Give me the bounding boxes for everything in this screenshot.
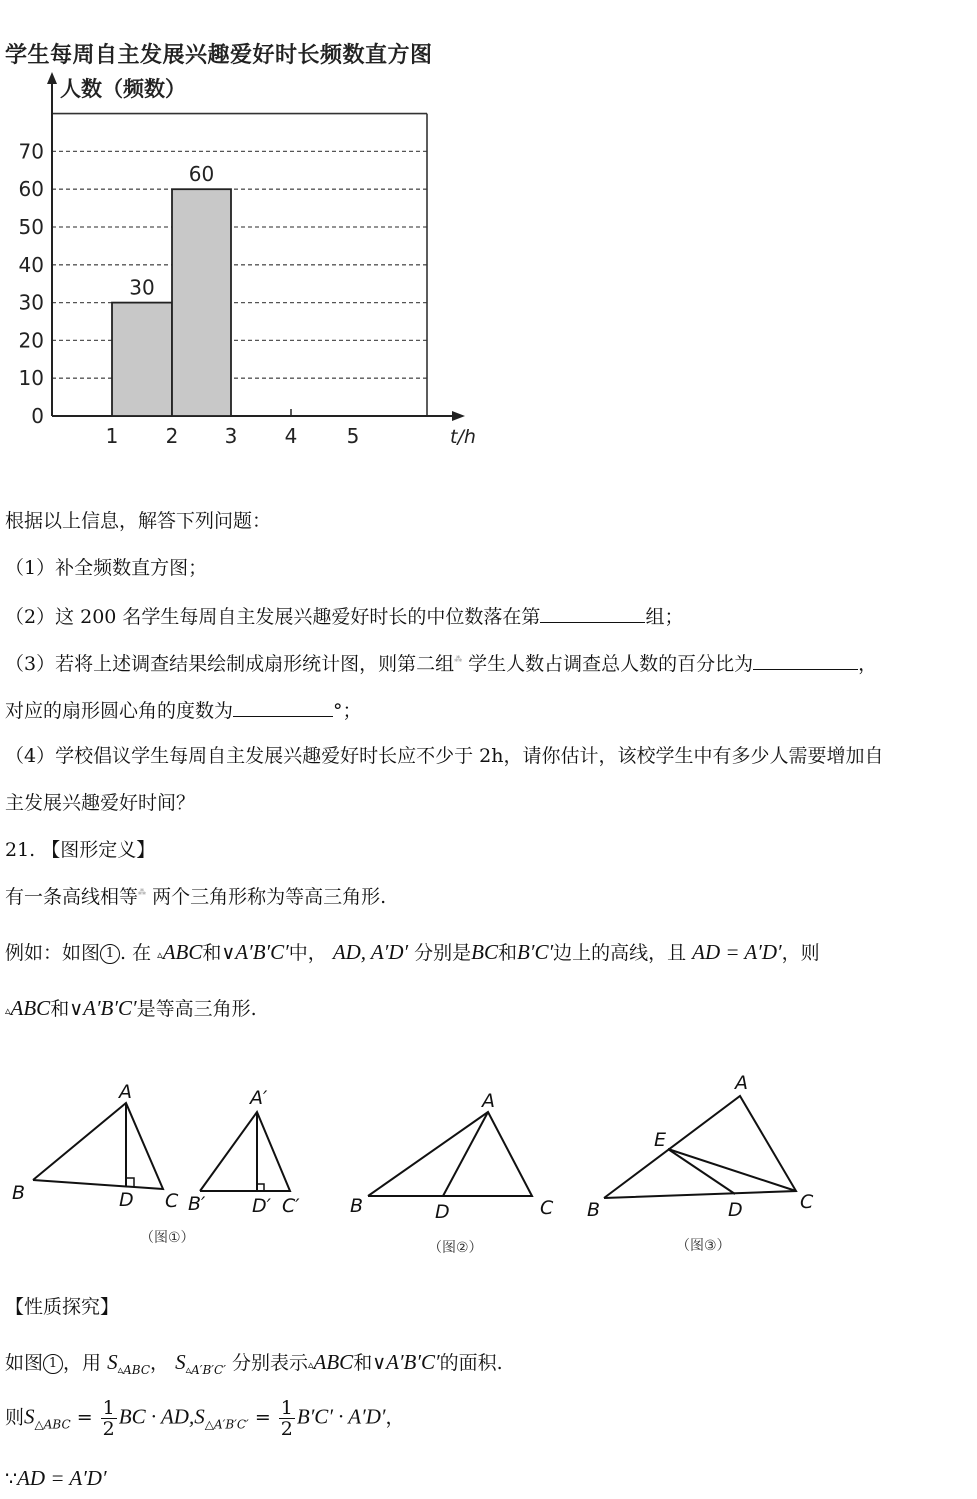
sub-apbpcp: A′B′C′ [213, 1417, 249, 1432]
and-word: 和 [498, 942, 518, 964]
equals-sign: = [254, 1406, 271, 1429]
triangle-symbol: ▵ [157, 948, 163, 961]
x-tick-label: 3 [224, 424, 238, 448]
math-bc: BC [471, 940, 499, 964]
x-axis-arrow [452, 411, 465, 421]
vee-symbol: ∨ [372, 1352, 387, 1374]
fig3-line-ed [668, 1149, 735, 1194]
fraction-half [279, 1398, 295, 1439]
fig1b-triangle [200, 1112, 290, 1191]
q3-text-post: ， [858, 653, 878, 675]
fig1-label-a: A [119, 1081, 132, 1103]
fig1b-label-c: C′ [282, 1195, 300, 1217]
q3b-text: 对应的扇形圆心角的度数为 [5, 700, 234, 722]
watermark-mark: ⁂ [138, 888, 147, 897]
math-abc: ABC [162, 940, 203, 964]
q2-answer-blank[interactable] [540, 604, 645, 623]
frac-den: 2 [280, 1418, 293, 1440]
example-line-1 [5, 940, 820, 965]
fig2-median [443, 1112, 488, 1196]
fig2-label-b: B [350, 1195, 364, 1217]
bars [112, 189, 231, 416]
fraction-half [101, 1398, 117, 1439]
vee-symbol: ∨ [69, 998, 84, 1020]
math-apbpcp: A′B′C′ [386, 1350, 440, 1374]
fig3-triangle [604, 1096, 796, 1198]
x-axis-label: t/h [450, 426, 476, 448]
example2-end: 是等高三角形. [136, 998, 257, 1020]
question-4b: 主发展兴趣爱好时间？ [5, 792, 196, 814]
prop-l1-end: 的面积. [439, 1352, 503, 1374]
triangle-symbol: △ [204, 1417, 214, 1432]
fig1-label-c: C [165, 1190, 179, 1212]
fig3-line-ec [668, 1149, 796, 1191]
prop-l2-end: ， [385, 1406, 405, 1429]
fig2-label-c: C [540, 1197, 554, 1219]
fig1-triangle [33, 1103, 163, 1189]
question-intro: 根据以上信息，解答下列问题： [5, 510, 272, 532]
y-tick-label: 10 [18, 366, 44, 391]
prop-l2-pre: 则 [5, 1406, 25, 1429]
math-abc: ABC [313, 1350, 354, 1374]
y-tick-label: 40 [18, 252, 44, 277]
q3-percent-blank[interactable] [753, 651, 858, 670]
y-tick-label: 0 [31, 404, 44, 428]
property-title: 【性质探究】 [5, 1296, 120, 1318]
y-tick-label: 50 [18, 215, 44, 239]
frac-num: 1 [102, 1397, 115, 1419]
sub-abc: ABC [123, 1362, 150, 1377]
example-end: ，则 [781, 942, 820, 964]
fig3-caption: （图③） [676, 1238, 731, 1254]
property-line-3 [5, 1466, 107, 1491]
q3-text-pre: （3）若将上述调查结果绘制成扇形统计图，则第二组 [5, 653, 455, 675]
q2-text-post: 组； [645, 606, 684, 628]
fig3-label-c: C [800, 1191, 814, 1213]
frac-num: 1 [280, 1397, 293, 1419]
math-abc: ABC [10, 996, 51, 1020]
axes [47, 72, 465, 421]
equals-sign: = [76, 1406, 93, 1429]
x-tick-label: 2 [165, 424, 179, 448]
math-bpcp: B′C′ [517, 940, 554, 964]
watermark-mark: ⁂ [454, 655, 463, 664]
fig2-label-d: D [435, 1201, 450, 1223]
math-s: S [107, 1350, 118, 1374]
property-line-1 [5, 1350, 503, 1377]
bar-value-label: 60 [188, 162, 215, 187]
prop-l1-mid: ，用 [63, 1352, 102, 1374]
fig3-label-e: E [654, 1129, 667, 1151]
prop-l1-mid2: ， [150, 1352, 170, 1374]
sub-abc: ABC [43, 1417, 71, 1432]
math-ad-eq: AD = A′D′ [692, 940, 782, 964]
and-word: 和 [353, 1352, 373, 1374]
because-symbol: ∵ [5, 1468, 18, 1490]
bar-value-label: 30 [129, 275, 155, 300]
fig1b-label-a: A′ [250, 1087, 268, 1109]
q3b-post: °； [333, 700, 362, 722]
question-3b [5, 698, 362, 723]
fig1b-label-b: B′ [188, 1193, 206, 1215]
expr-ad-eq: AD = A′D′ [17, 1466, 107, 1490]
y-tick-label: 70 [18, 139, 44, 164]
fig3-label-b: B [587, 1199, 601, 1221]
question-4a: （4）学校倡议学生每周自主发展兴趣爱好时长应不少于 2h，请你估计，该校学生中有多少人需要增加自 [5, 745, 884, 767]
fig2-label-a: A [482, 1090, 495, 1112]
histogram-chart [0, 70, 490, 455]
sub-apbpcp: A′B′C′ [191, 1362, 226, 1377]
x-tick-label: 5 [346, 424, 360, 448]
vee-symbol: ∨ [221, 942, 236, 964]
math-s: S [194, 1404, 205, 1429]
y-axis-label: 人数（频数） [60, 77, 186, 101]
fig1-label-b: B [12, 1182, 26, 1204]
math-ad-list: AD, A′D′ [332, 940, 409, 964]
and-word: 和 [202, 942, 222, 964]
fig1b-label-d: D′ [252, 1195, 271, 1217]
example-mid4: 边上的高线，且 [553, 942, 687, 964]
triangle-symbol: ▵ [185, 1362, 192, 1376]
q3-angle-blank[interactable] [233, 698, 333, 717]
geometry-figures [0, 1060, 977, 1270]
fig3-label-a: A [735, 1072, 748, 1094]
tick-labels [19, 139, 476, 448]
frac-den: 2 [102, 1418, 115, 1440]
fig2-caption: （图②） [428, 1240, 483, 1256]
histogram-bar [112, 303, 172, 416]
y-tick-label: 20 [18, 328, 44, 353]
fig1-caption: （图①） [140, 1230, 195, 1246]
example-mid2: 中， [288, 942, 327, 964]
question-3 [5, 651, 877, 676]
q2-text-pre: （2）这 200 名学生每周自主发展兴趣爱好时长的中位数落在第 [5, 606, 541, 628]
prop-l1-pre: 如图 [5, 1352, 44, 1374]
math-s: S [24, 1404, 35, 1429]
y-tick-label: 30 [18, 290, 44, 315]
q3-text-mid: 学生人数占调查总人数的百分比为 [468, 653, 754, 675]
grid-lines [52, 114, 427, 416]
fig3-label-d: D [728, 1199, 743, 1221]
example-mid1: . 在 [120, 942, 152, 964]
math-apbpcp: A′B′C′ [83, 996, 137, 1020]
figure-ref-circle: 1 [43, 1354, 63, 1374]
expr-2: B′C′ · A′D′ [296, 1404, 386, 1429]
chart-title: 学生每周自主发展兴趣爱好时长频数直方图 [5, 43, 433, 68]
math-s: S [175, 1350, 186, 1374]
question-2 [5, 604, 683, 629]
example-line-2 [5, 996, 257, 1021]
definition-text-a: 有一条高线相等 [5, 886, 139, 908]
definition-line [5, 886, 386, 909]
problem-21-title: 21. 【图形定义】 [5, 839, 156, 861]
fig1b-right-angle [257, 1184, 264, 1191]
property-line-2 [5, 1398, 404, 1439]
math-apbpcp: A′B′C′ [235, 940, 289, 964]
x-tick-label: 1 [105, 424, 119, 448]
triangle-symbol: ▵ [308, 1358, 314, 1371]
y-tick-label: 60 [18, 177, 44, 202]
histogram-bar [172, 189, 231, 416]
y-axis-arrow [47, 72, 57, 84]
definition-text-b: 两个三角形称为等高三角形. [152, 886, 387, 908]
expr-1: BC · AD, [118, 1404, 195, 1429]
example-mid3: 分别是 [414, 942, 472, 964]
x-tick-label: 4 [284, 424, 298, 448]
triangle-symbol: ▵ [117, 1362, 124, 1376]
and-word: 和 [50, 998, 70, 1020]
fig1-label-d: D [119, 1189, 134, 1211]
triangle-symbol: ▵ [5, 1004, 11, 1017]
question-1: （1）补全频数直方图； [5, 557, 208, 579]
example-prefix: 例如：如图 [5, 942, 101, 964]
figure-ref-circle: 1 [100, 944, 120, 964]
triangle-symbol: △ [34, 1417, 44, 1432]
prop-l1-mid3: 分别表示 [231, 1352, 308, 1374]
